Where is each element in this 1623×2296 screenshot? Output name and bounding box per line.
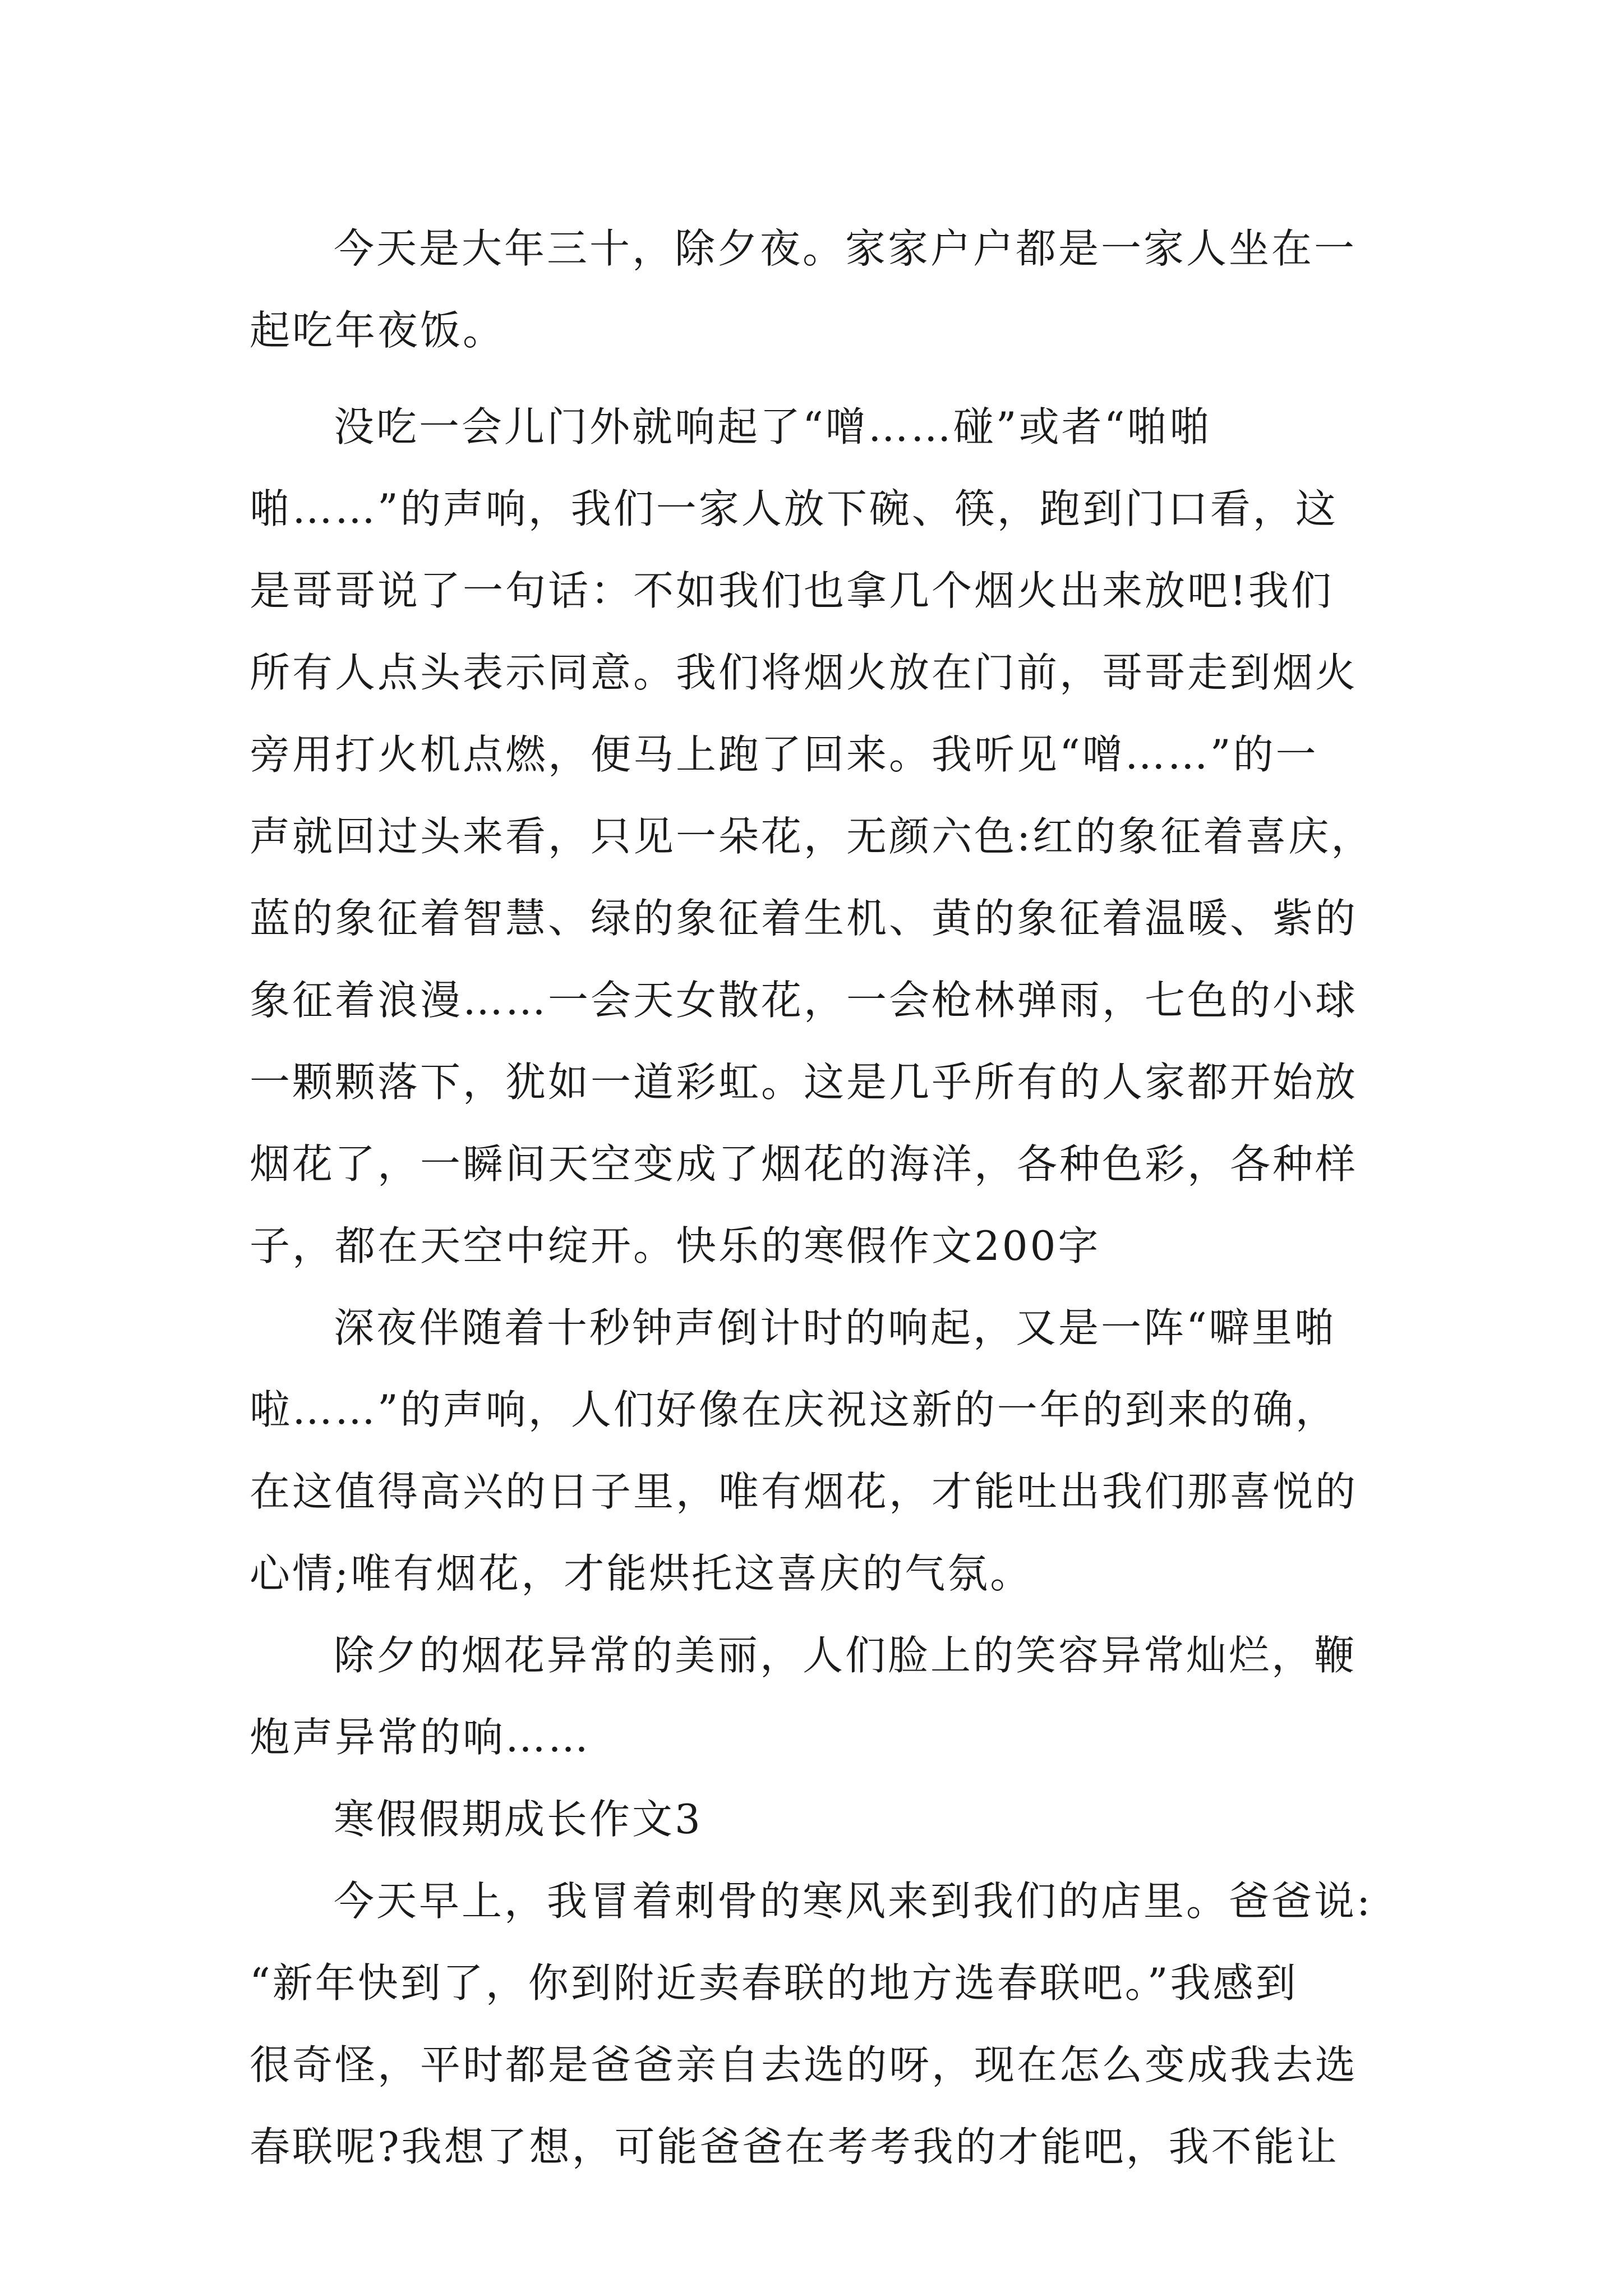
- text-line: 心情;唯有烟花，才能烘托这喜庆的气氛。: [250, 1550, 1033, 1597]
- text-line: 旁用打火机点燃，便马上跑了回来。我听见“噌……”的一: [250, 731, 1318, 778]
- text-line: 炮声异常的响……: [250, 1714, 591, 1761]
- text-line: 深夜伴随着十秒钟声倒计时的响起，又是一阵“噼里啪: [334, 1304, 1337, 1351]
- text-line: 象征着浪漫……一会天女散花，一会枪林弹雨，七色的小球: [250, 977, 1358, 1024]
- document-body: [250, 208, 1388, 2188]
- text-line: 今天是大年三十，除夕夜。家家户户都是一家人坐在一: [334, 225, 1357, 272]
- text-line: 今天早上，我冒着刺骨的寒风来到我们的店里。爸爸说:: [334, 1878, 1373, 1925]
- text-line: 所有人点头表示同意。我们将烟火放在门前，哥哥走到烟火: [250, 649, 1358, 696]
- text-line: 起吃年夜饭。: [250, 307, 506, 354]
- text-line: 子，都在天空中绽开。快乐的寒假作文200字: [250, 1222, 1101, 1269]
- text-line: 春联呢?我想了想，可能爸爸在考考我的才能吧，我不能让: [250, 2123, 1339, 2170]
- text-line: 啪……”的声响，我们一家人放下碗、筷，跑到门口看，这: [250, 485, 1338, 532]
- text-line: 没吃一会儿门外就响起了“噌……碰”或者“啪啪: [334, 403, 1212, 450]
- text-line: 声就回过头来看，只见一朵花，无颜六色:红的象征着喜庆，: [250, 813, 1374, 860]
- text-line: 除夕的烟花异常的美丽，人们脸上的笑容异常灿烂，鞭: [334, 1632, 1357, 1679]
- section-heading: 寒假假期成长作文3: [334, 1796, 703, 1843]
- text-line: 是哥哥说了一句话：不如我们也拿几个烟火出来放吧!我们: [250, 567, 1334, 614]
- text-line: 蓝的象征着智慧、绿的象征着生机、黄的象征着温暖、紫的: [250, 895, 1358, 942]
- text-line: 啦……”的声响，人们好像在庆祝这新的一年的到来的确，: [250, 1386, 1338, 1433]
- text-line: 很奇怪，平时都是爸爸亲自去选的呀，现在怎么变成我去选: [250, 2041, 1358, 2088]
- text-line: 烟花了，一瞬间天空变成了烟花的海洋，各种色彩，各种样: [250, 1140, 1358, 1188]
- text-line: 一颗颗落下，犹如一道彩虹。这是几乎所有的人家都开始放: [250, 1059, 1358, 1106]
- text-line: “新年快到了，你到附近卖春联的地方选春联吧。”我感到: [250, 1959, 1298, 2007]
- text-line: 在这值得高兴的日子里，唯有烟花，才能吐出我们那喜悦的: [250, 1468, 1358, 1515]
